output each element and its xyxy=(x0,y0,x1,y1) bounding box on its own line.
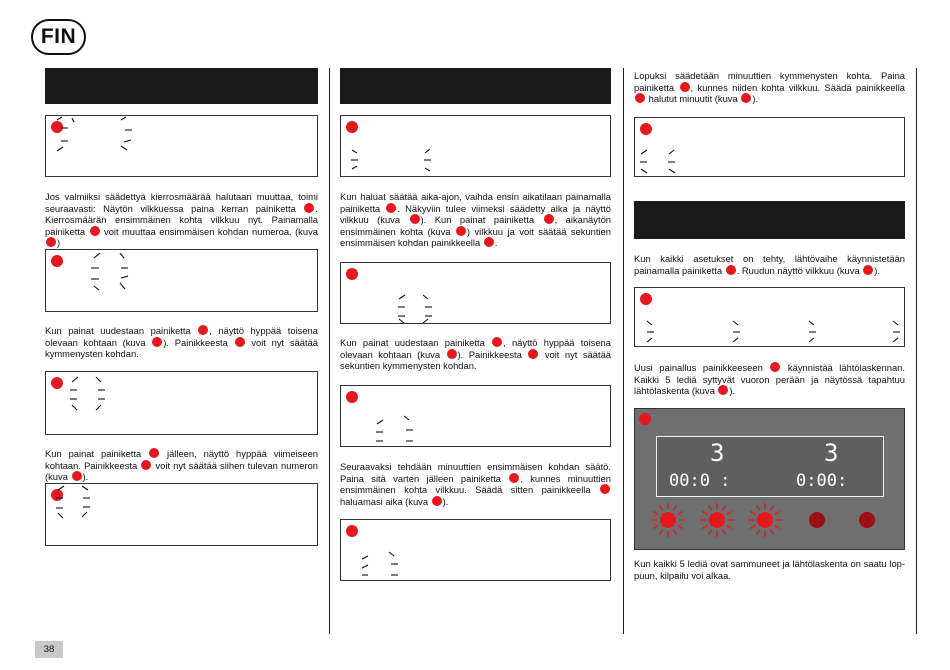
paragraph xyxy=(340,337,611,372)
red-led-icon xyxy=(346,391,358,403)
blinking-digit-icon xyxy=(356,548,406,582)
red-led-icon xyxy=(346,268,358,280)
red-button-icon xyxy=(432,496,442,506)
text-span: , kunnes niiden kohta vilkkuu. Säädä painikkeella xyxy=(690,81,905,93)
display-figure xyxy=(634,287,905,347)
red-button-icon xyxy=(386,203,396,213)
text-span: Kun painat painiketta xyxy=(45,448,149,459)
text-span: ) xyxy=(57,237,61,249)
text-span: halutut minuutit (kuva xyxy=(646,93,741,105)
text-span: Kun kaikki asetukset on tehty, lähtövaihe käynnistetään painamalla painiketta xyxy=(634,253,905,276)
red-button-icon xyxy=(90,226,100,236)
blinking-digit-icon xyxy=(52,484,102,526)
text-span: . xyxy=(494,237,498,249)
column-divider-2 xyxy=(623,68,624,634)
text-span: haluamasi aika (kuva xyxy=(340,495,431,507)
paragraph xyxy=(45,448,318,483)
text-span: voit nyt säätää sekuntien kymmenysten kohdan. xyxy=(340,348,612,372)
red-led-icon xyxy=(640,293,652,305)
paragraph xyxy=(634,362,905,397)
text-span: Kun painat uudestaan painiketta xyxy=(45,325,198,336)
red-button-icon xyxy=(863,265,873,275)
red-led-icon xyxy=(346,525,358,537)
blinking-digit-icon xyxy=(393,289,443,325)
blinking-digit-icon xyxy=(54,116,76,154)
red-led-icon xyxy=(346,121,358,133)
start-light-lit xyxy=(757,512,773,528)
red-button-icon xyxy=(528,349,538,359)
lcd-bottom-left: 00:0 : xyxy=(669,471,731,491)
text-span: ). xyxy=(82,471,89,483)
countdown-display-figure xyxy=(634,408,905,550)
red-button-icon xyxy=(447,349,457,359)
blinking-digit-icon xyxy=(731,316,745,348)
text-span: Jos valmiiksi säädettyä kierrosmäärää halutaan muuttaa, toimi seuraavasti: Näytön vilkkuessa paina kerran painiketta xyxy=(45,191,318,214)
blinking-digit-icon xyxy=(635,146,685,178)
text-span: käynnistää lähtölaskennan. Kaikki 5 lediä syttyvät vuoron perään ja näytössä tapahtuu lähtölaskenta (kuva xyxy=(634,362,905,397)
start-light-lit xyxy=(660,512,676,528)
text-span: , aikanäytön ensimmäinen kohta (kuva xyxy=(340,214,611,237)
text-span: jälleen, näyttö hyppää viimeiseen kohtaan. Painikkeesta xyxy=(45,448,318,471)
red-button-icon xyxy=(235,337,245,347)
red-button-icon xyxy=(718,385,728,395)
red-button-icon xyxy=(509,473,519,483)
red-button-icon xyxy=(141,460,151,470)
red-button-icon xyxy=(46,237,56,247)
display-figure xyxy=(340,519,611,581)
red-button-icon xyxy=(152,337,162,347)
red-led-icon xyxy=(51,255,63,267)
text-span: Kun haluat säätää aika-ajon, vaihda ensin aikatilaan painamalla painiketta xyxy=(340,191,611,214)
text-span: ). Painikkeesta xyxy=(457,348,528,360)
text-span: voit nyt säätää siihen tulevan numeron (kuva xyxy=(45,459,318,483)
blinking-digit-icon xyxy=(419,144,441,176)
section-header-bar xyxy=(634,201,905,239)
paragraph xyxy=(340,461,611,507)
red-button-icon xyxy=(72,471,82,481)
text-span: Lopuksi säädetään minuuttien kymmenysten kohta. Paina painiketta xyxy=(634,70,905,93)
blinking-digit-icon xyxy=(645,316,659,348)
text-span: . Näkyviin tulee viimeksi säädetty aika ja näyttö vilkkuu (kuva xyxy=(340,202,611,226)
page-number: 38 xyxy=(35,641,63,658)
paragraph xyxy=(634,70,905,105)
red-button-icon xyxy=(149,448,159,458)
text-span: . Ruudun näyttö vilkkuu (kuva xyxy=(736,264,863,276)
start-light-lit xyxy=(709,512,725,528)
text-span: Kun kaikki 5 lediä ovat sammuneet ja lähtölaskenta on saatu loppuun, kilpailu voi alkaa. xyxy=(634,558,905,581)
text-span: Uusi painallus painikkeeseen xyxy=(634,362,770,373)
display-figure xyxy=(45,115,318,177)
language-badge: FIN xyxy=(31,19,86,55)
red-led-icon xyxy=(51,377,63,389)
section-header-bar xyxy=(340,68,611,104)
lcd-top-left: 3 xyxy=(710,439,725,467)
red-button-icon xyxy=(410,214,420,224)
paragraph xyxy=(45,191,318,249)
blinking-digit-icon xyxy=(371,410,421,448)
red-button-icon xyxy=(544,214,554,224)
red-button-icon xyxy=(680,82,690,92)
display-figure xyxy=(340,262,611,324)
text-span: Kun painat uudestaan painiketta xyxy=(340,337,492,348)
blinking-digit-icon xyxy=(891,316,905,348)
section-header-bar xyxy=(45,68,318,104)
text-span: ). xyxy=(729,385,736,397)
red-button-icon xyxy=(770,362,780,372)
text-span: ). Kun painat painiketta xyxy=(420,214,543,226)
text-span: ). xyxy=(752,93,759,105)
blinking-digit-icon xyxy=(807,316,821,348)
display-figure xyxy=(340,385,611,447)
red-led-icon xyxy=(639,413,651,425)
paragraph xyxy=(634,253,905,276)
text-span: , näyttö hyppää toisena olevaan kohtaan (kuva xyxy=(45,325,318,348)
text-span: ). Painikkeesta xyxy=(163,336,234,348)
lcd-screen xyxy=(656,436,884,497)
red-led-icon xyxy=(640,123,652,135)
display-figure xyxy=(340,115,611,177)
blinking-digit-icon xyxy=(88,250,138,292)
start-light-off xyxy=(859,512,875,528)
paragraph xyxy=(340,191,611,249)
red-button-icon xyxy=(484,237,494,247)
red-button-icon xyxy=(198,325,208,335)
red-button-icon xyxy=(456,226,466,236)
lcd-bottom-right: 0:00: xyxy=(796,471,848,491)
red-button-icon xyxy=(726,265,736,275)
text-span: . Kierrosmäärän ensimmäinen kohta vilkkuu nyt. Painamalla painiketta xyxy=(45,202,318,237)
lcd-top-right: 3 xyxy=(824,439,839,467)
text-span: , näyttö hyppää toisena olevaan kohtaan (kuva xyxy=(340,337,611,360)
red-button-icon xyxy=(635,93,645,103)
display-figure xyxy=(45,483,318,546)
red-button-icon xyxy=(741,93,751,103)
text-span: ) vilkkuu ja voit säätää sekuntien ensimmäisen kohdan painikkeella xyxy=(340,225,611,249)
display-figure xyxy=(634,117,905,177)
paragraph xyxy=(45,325,318,360)
text-span: , kunnes minuuttien ensimmäinen kohta vilkkuu. Säädä sitten painikkeella xyxy=(340,472,611,496)
display-figure xyxy=(45,249,318,312)
column-divider-3 xyxy=(916,68,917,634)
text-span: voit muuttaa ensimmäisen kohdan numeroa. (kuva xyxy=(100,225,318,237)
red-button-icon xyxy=(492,337,502,347)
text-span: ). xyxy=(442,495,449,507)
blinking-digit-icon xyxy=(346,144,368,176)
blinking-digit-icon xyxy=(66,372,116,414)
text-span: ). xyxy=(874,264,881,276)
blinking-digit-icon xyxy=(118,116,140,154)
text-span: voit nyt säätää kymmenysten kohdan. xyxy=(45,336,319,360)
red-button-icon xyxy=(304,203,314,213)
start-light-off xyxy=(809,512,825,528)
red-button-icon xyxy=(600,484,610,494)
column-divider-1 xyxy=(329,68,330,634)
paragraph xyxy=(634,558,905,581)
text-span: Seuraavaksi tehdään minuuttien ensimmäisen kohdan säätö. Paina sitä varten jälleen painiketta xyxy=(340,461,611,484)
display-figure xyxy=(45,371,318,435)
